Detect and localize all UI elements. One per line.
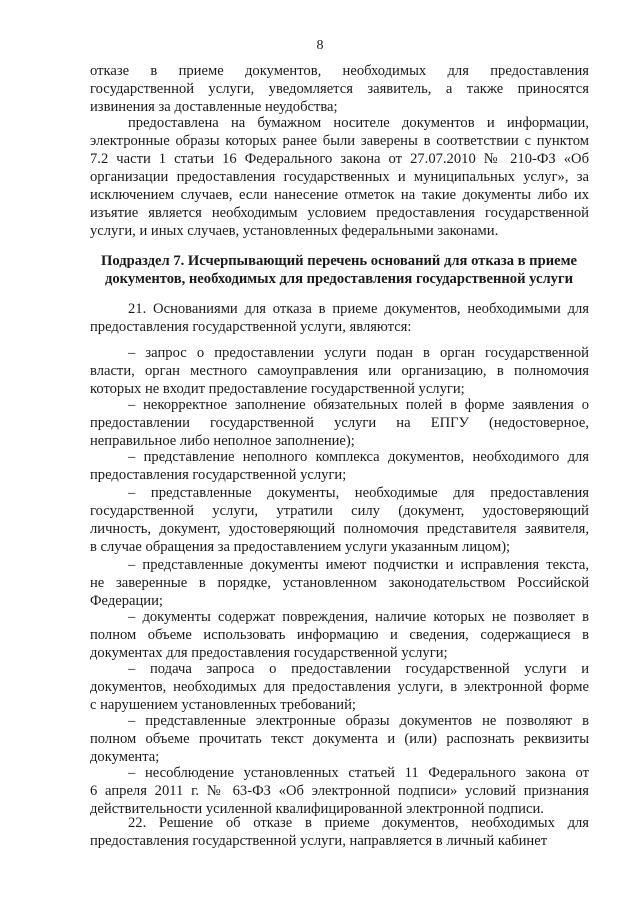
text-line: предоставления государственной услуги, являются: <box>90 319 412 335</box>
text-line: предоставлении государственной услуги на ЕПГУ (недостоверное, <box>90 415 589 431</box>
text-line: – представление неполного комплекса документов, необходимого для <box>128 449 589 465</box>
text-line: электронные образы которых ранее были заверены в соответствии с пунктом <box>90 133 589 149</box>
heading-line: Подраздел 7. Исчерпывающий перечень оснований для отказа в приеме <box>101 253 577 269</box>
text-line: власти, орган местного самоуправления или организацию, в полномочия <box>90 363 589 379</box>
text-line: предоставления государственной услуги; <box>90 467 347 483</box>
text-line: в случае обращения за предоставлением услуги указанным лицом); <box>90 539 511 555</box>
text-line: извинения за доставленные неудобства; <box>90 99 338 115</box>
text-line: – запрос о предоставлении услуги подан в орган государственной <box>128 345 589 361</box>
text-line: изъятие является необходимым условием предоставления государственной <box>90 205 589 221</box>
text-line: – несоблюдение установленных статьей 11 Федерального закона от <box>128 765 589 781</box>
text-line: – подача запроса о предоставлении государственной услуги и <box>128 661 589 677</box>
text-line: не заверенные в порядке, установленном законодательством Российской <box>90 575 589 591</box>
text-line: отказе в приеме документов, необходимых для предоставления <box>90 63 589 79</box>
text-line: предоставления государственной услуги, направляется в личный кабинет <box>90 833 548 849</box>
text-line: – некорректное заполнение обязательных полей в форме заявления о <box>128 397 589 413</box>
text-line: которых не входит предоставление государственной услуги; <box>90 381 465 397</box>
text-line: услуги, и иных случаев, установленных федеральными законами. <box>90 223 499 239</box>
text-line: – представленные документы имеют подчистки и исправления текста, <box>128 557 589 573</box>
text-line: 7.2 части 1 статьи 16 Федерального закона от 27.07.2010 № 210-ФЗ «Об <box>90 151 589 167</box>
text-line: Федерации; <box>90 593 163 609</box>
text-line: с нарушением установленных требований; <box>90 697 356 713</box>
text-line: действительности усиленной квалифицированной электронной подписи. <box>90 801 544 817</box>
page-number: 8 <box>316 38 324 53</box>
text-line: государственной услуги, утратили силу (документ, удостоверяющий <box>90 503 589 519</box>
text-line: организации предоставления государственных и муниципальных услуг», за <box>90 169 589 185</box>
text-line: – представленные электронные образы документов не позволяют в <box>128 713 589 729</box>
text-line: предоставлена на бумажном носителе документов и информации, <box>128 115 589 131</box>
text-line: исключением случаев, если нанесение отметок на такие документы либо их <box>90 187 589 203</box>
heading-line: документов, необходимых для предоставления государственной услуги <box>105 271 573 287</box>
text-line: документах для предоставления государственной услуги; <box>90 645 448 661</box>
text-line: полном объеме прочитать текст документа и (или) распознать реквизиты <box>90 731 589 747</box>
text-line: личность, документ, удостоверяющий полномочия представителя заявителя, <box>90 521 589 537</box>
text-line: – документы содержат повреждения, наличие которых не позволяет в <box>128 609 589 625</box>
text-line: – представленные документы, необходимые для предоставления <box>128 485 589 501</box>
text-line: полном объеме использовать информацию и сведения, содержащиеся в <box>90 627 589 643</box>
text-line: 6 апреля 2011 г. № 63-ФЗ «Об электронной подписи» условий признания <box>90 783 589 799</box>
text-line: неправильное либо неполное заполнение); <box>90 433 355 449</box>
text-line: 21. Основаниями для отказа в приеме документов, необходимыми для <box>128 301 589 317</box>
text-line: документов, необходимых для предоставления услуги, в электронной форме <box>90 679 589 695</box>
text-line: документа; <box>90 749 160 765</box>
text-line: 22. Решение об отказе в приеме документов, необходимых для <box>128 815 589 831</box>
text-line: государственной услуги, уведомляется заявитель, а также приносятся <box>90 81 589 97</box>
